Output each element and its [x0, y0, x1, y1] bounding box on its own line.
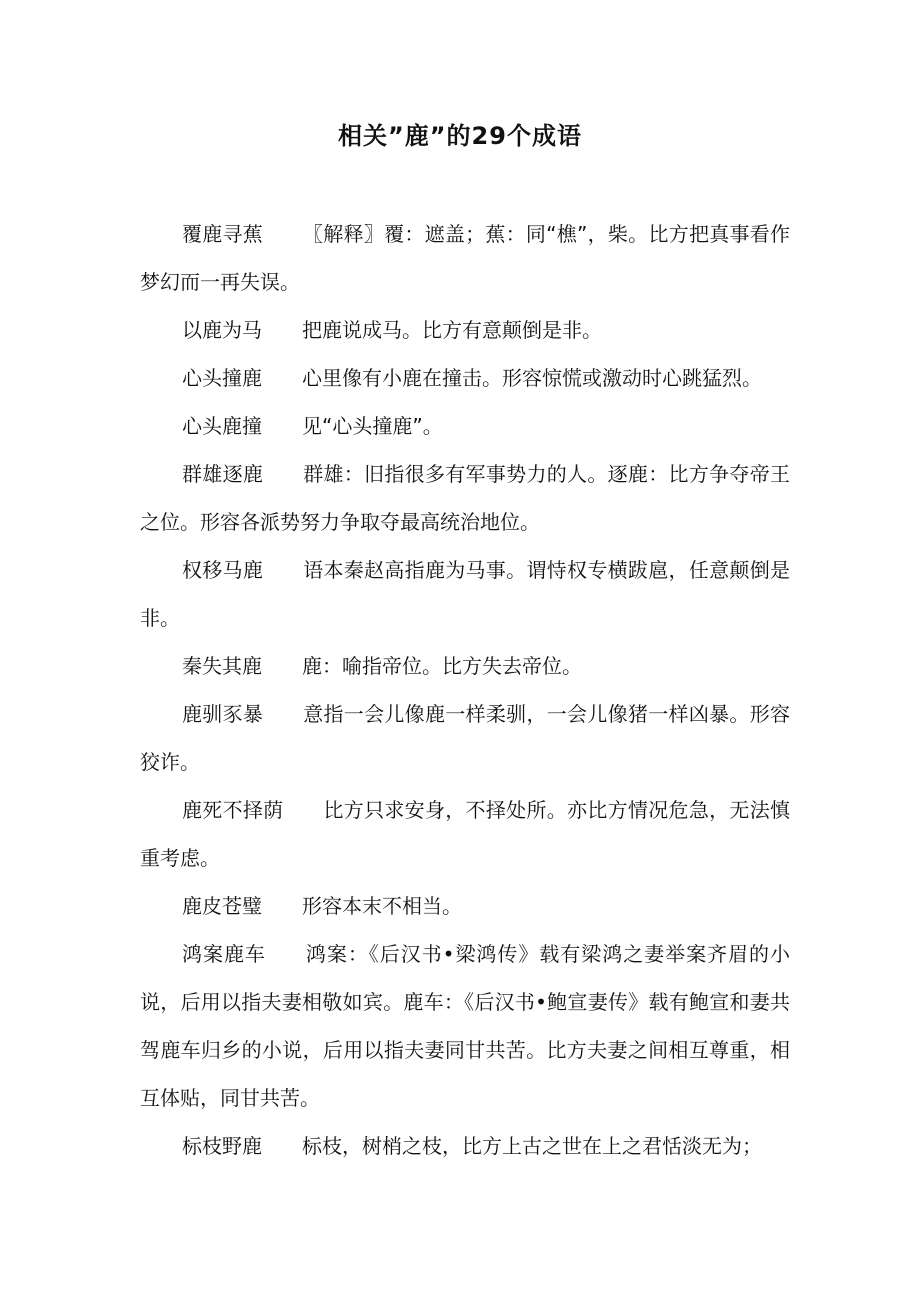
list-item	[140, 402, 790, 450]
list-item	[140, 786, 790, 882]
idiom-definition: 形容本末不相当。	[302, 894, 462, 918]
idiom-definition: 〖解释〗覆：遮盖；蕉：同“樵”，柴。比方把真事看作梦幻而一再失误。	[140, 222, 790, 294]
idiom-definition: 鹿：喻指帝位。比方失去帝位。	[302, 654, 582, 678]
idiom-definition: 标枝，树梢之枝，比方上古之世在上之君恬淡无为；	[302, 1134, 762, 1158]
idiom-list	[140, 210, 790, 1170]
idiom-definition: 语本秦赵高指鹿为马事。谓恃权专横跋扈，任意颠倒是非。	[140, 558, 791, 630]
idiom-term: 群雄逐鹿	[182, 462, 264, 486]
idiom-definition: 鸿案：《后汉书•梁鸿传》载有梁鸿之妻举案齐眉的小说，后用以指夫妻相敬如宾。鹿车：《后汉书•鲍宣妻传》载有鲍宣和妻共驾鹿车归乡的小说，后用以指夫妻同甘共苦。比方夫妻之间相互尊重，相互体贴，同甘共苦。	[140, 942, 791, 1110]
list-item	[140, 450, 790, 546]
list-item	[140, 930, 790, 1122]
idiom-term: 心头鹿撞	[182, 414, 262, 438]
idiom-definition: 心里像有小鹿在撞击。形容惊慌或激动时心跳猛烈。	[302, 366, 762, 390]
idiom-term: 鸿案鹿车	[182, 942, 266, 966]
idiom-definition: 把鹿说成马。比方有意颠倒是非。	[302, 318, 602, 342]
idiom-term: 鹿死不择荫	[182, 798, 284, 822]
list-item	[140, 306, 790, 354]
idiom-term: 鹿皮苍璧	[182, 894, 262, 918]
idiom-term: 心头撞鹿	[182, 366, 262, 390]
idiom-definition: 比方只求安身，不择处所。亦比方情况危急，无法慎重考虑。	[140, 798, 791, 870]
idiom-term: 秦失其鹿	[182, 654, 262, 678]
list-item	[140, 354, 790, 402]
page-title: 相关”鹿”的29个成语	[338, 122, 582, 150]
list-item	[140, 1122, 790, 1170]
list-item	[140, 642, 790, 690]
idiom-term: 鹿驯豕暴	[182, 702, 264, 726]
idiom-definition: 群雄：旧指很多有军事势力的人。逐鹿：比方争夺帝王之位。形容各派势努力争取夺最高统治地位。	[140, 462, 791, 534]
idiom-term: 以鹿为马	[182, 318, 262, 342]
idiom-definition: 见“心头撞鹿”。	[302, 414, 443, 438]
idiom-definition: 意指一会儿像鹿一样柔驯，一会儿像猪一样凶暴。形容狡诈。	[140, 702, 791, 774]
idiom-term: 权移马鹿	[182, 558, 264, 582]
list-item	[140, 546, 790, 642]
list-item	[140, 690, 790, 786]
list-item	[140, 882, 790, 930]
list-item	[140, 210, 790, 306]
idiom-term: 标枝野鹿	[182, 1134, 262, 1158]
idiom-term: 覆鹿寻蕉	[182, 222, 264, 246]
